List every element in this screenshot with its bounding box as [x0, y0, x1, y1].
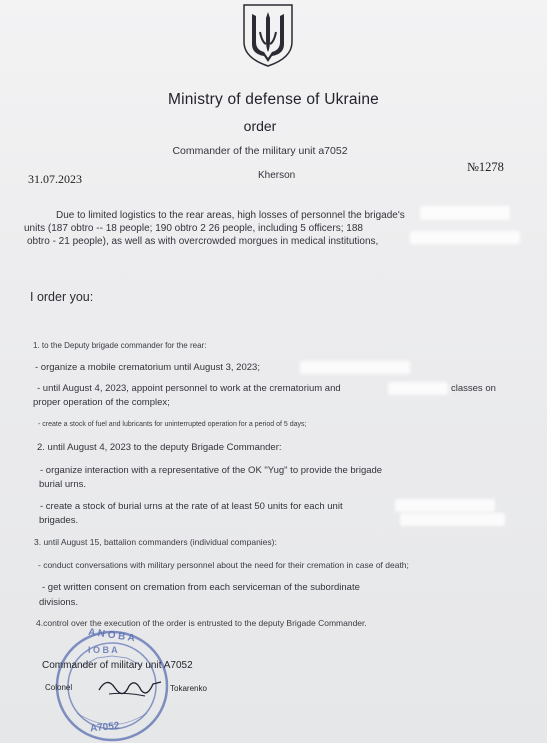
- item-2-heading: 2. until August 4, 2023 to the deputy Brigade Commander:: [37, 442, 282, 453]
- item-3b-line-2: divisions.: [39, 597, 79, 608]
- item-3-heading: 3. until August 15, battalion commanders (individual companies):: [34, 537, 277, 547]
- redaction-mark: [388, 382, 448, 395]
- redaction-mark: [420, 206, 510, 220]
- item-4: 4.control over the execution of the order is entrusted to the deputy Brigade Commander.: [36, 618, 367, 628]
- item-1c: - create a stock of fuel and lubricants for uninterrupted operation for a period of 5 days;: [38, 421, 307, 428]
- item-2b-line-2: brigades.: [39, 515, 79, 526]
- item-1-heading: 1. to the Deputy brigade commander for the rear:: [33, 341, 207, 350]
- redaction-mark: [300, 361, 410, 374]
- signatory-name: Tokarenko: [170, 684, 207, 693]
- intro-line-2: units (187 obtro -- 18 people; 190 obtro 2 26 people, including 5 officers; 188: [24, 223, 363, 234]
- stamp-text-top: A N O B A: [87, 626, 136, 645]
- item-2a-line-2: burial urns.: [39, 479, 86, 490]
- handwritten-signature-icon: [95, 672, 165, 702]
- stamp-text-middle: I O B A: [88, 645, 118, 655]
- order-date: 31.07.2023: [28, 172, 82, 186]
- ukraine-trident-emblem-icon: [240, 2, 296, 68]
- intro-line-1: Due to limited logistics to the rear areas, high losses of personnel the brigade's: [56, 210, 405, 221]
- item-3a: - conduct conversations with military personnel about the need for their cremation in case of death;: [38, 560, 409, 570]
- redaction-mark: [395, 499, 495, 512]
- redaction-mark: [400, 513, 505, 526]
- redaction-mark: [410, 231, 520, 244]
- issuer-line: Commander of the military unit a7052: [172, 145, 348, 157]
- signatory-rank: Colonel: [45, 683, 73, 692]
- item-3b-line-1: - get written consent on cremation from each serviceman of the subordinate: [42, 582, 360, 593]
- signatory-title: Commander of military unit A7052: [42, 660, 193, 671]
- order-city: Kherson: [258, 170, 296, 181]
- item-1b-line-1: - until August 4, 2023, appoint personnel to work at the crematorium and: [37, 383, 341, 394]
- item-1b-extra: classes on: [451, 383, 496, 394]
- order-number: №1278: [467, 160, 504, 174]
- document-type: order: [243, 118, 277, 134]
- item-1a: - organize a mobile crematorium until August 3, 2023;: [35, 362, 260, 373]
- ministry-title: Ministry of defense of Ukraine: [167, 91, 380, 108]
- intro-line-3: obtro - 21 people), as well as with overcrowded morgues in medical institutions,: [27, 236, 379, 247]
- stamp-text-bottom: A7052: [89, 720, 120, 735]
- item-2b-line-1: - create a stock of burial urns at the rate of at least 50 units for each unit: [40, 501, 343, 512]
- order-heading: I order you:: [30, 290, 94, 304]
- item-2a-line-1: - organize interaction with a representative of the OK "Yug" to provide the brigade: [40, 465, 383, 476]
- item-1b-line-2: proper operation of the complex;: [33, 397, 170, 408]
